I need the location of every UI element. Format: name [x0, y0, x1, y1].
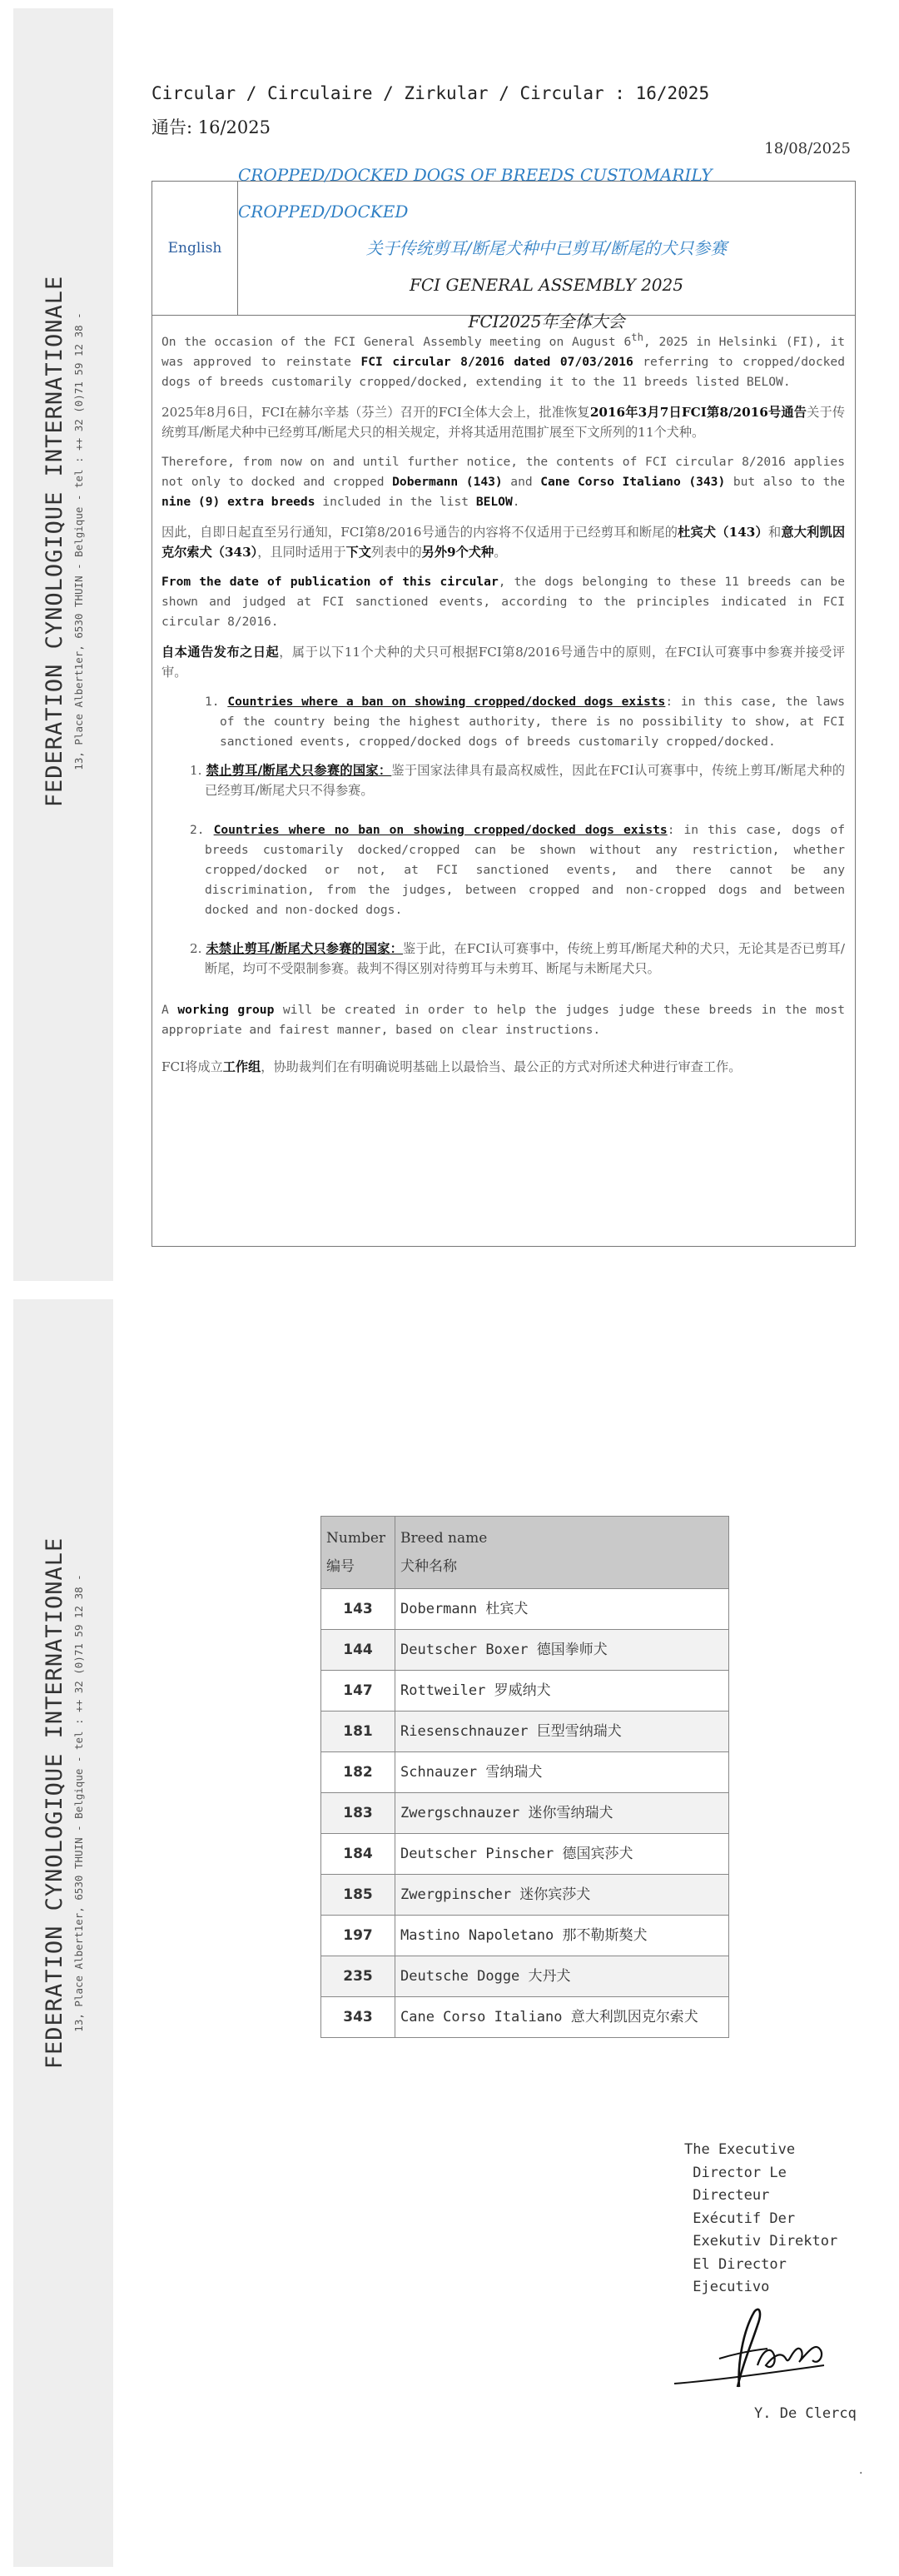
breed-number: 182	[321, 1752, 395, 1793]
org-name: FEDERATION CYNOLOGIQUE INTERNATIONALE	[42, 275, 67, 808]
table-row	[321, 1793, 729, 1834]
breed-number: 144	[321, 1630, 395, 1671]
breed-name: Riesenschnauzer 巨型雪纳瑞犬	[395, 1712, 729, 1752]
breed-name: Deutscher Pinscher 德国宾莎犬	[395, 1834, 729, 1875]
breed-number: 184	[321, 1834, 395, 1875]
breed-name: Mastino Napoletano 那不勒斯獒犬	[395, 1916, 729, 1956]
executive-title-line: El Director	[684, 2255, 787, 2273]
title-cn: 关于传统剪耳/断尾犬种中已剪耳/断尾的犬只参赛	[365, 238, 728, 258]
org-name: FEDERATION CYNOLOGIQUE INTERNATIONALE	[42, 1537, 67, 2070]
signer-name: Y. De Clercq	[754, 2405, 857, 2422]
paragraph-3-cn: 自本通告发布之日起，属于以下11个犬种的犬只可根据FCI第8/2016号通告中的原则，在FCI认可赛事中参赛并接受评审。	[161, 644, 846, 680]
table-row	[321, 1875, 729, 1916]
breed-number: 143	[321, 1589, 395, 1630]
notice-titles	[238, 165, 855, 331]
executive-title-line: The Executive	[684, 2141, 796, 2158]
table-row	[321, 1956, 729, 1997]
table-row	[321, 1630, 729, 1671]
org-address: 13, Place Albert1er, 6530 THUIN - Belgique - tel : ++ 32 (0)71 59 12 38 -	[72, 312, 85, 770]
assembly-en: FCI GENERAL ASSEMBLY 2025	[410, 275, 683, 295]
breed-number: 185	[321, 1875, 395, 1916]
circular-date: 18/08/2025	[764, 140, 851, 157]
sidebar-page-1	[13, 8, 113, 1281]
notice-body	[152, 316, 855, 1077]
executive-title-line: Directeur	[684, 2187, 770, 2204]
executive-title-line: Exekutiv Direktor	[684, 2233, 838, 2250]
org-address: 13, Place Albert1er, 6530 THUIN - Belgique - tel : ++ 32 (0)71 59 12 38 -	[72, 1574, 85, 2032]
breed-name: Dobermann 杜宾犬	[395, 1589, 729, 1630]
paragraph-4: A working group will be created in order to help the judges judge these breeds in the most appropriate and fairest manner, based on clear instructions.	[161, 1002, 845, 1037]
circular-title: Circular / Circulaire / Zirkular / Circular : 16/2025	[151, 83, 710, 103]
table-row	[321, 1589, 729, 1630]
circular-title-cn: 通告: 16/2025	[151, 117, 271, 137]
breed-number: 235	[321, 1956, 395, 1997]
table-header-row	[321, 1517, 729, 1589]
assembly-cn: FCI2025年全体大会	[468, 311, 625, 331]
paragraph-4-cn: FCI将成立工作组，协助裁判们在有明确说明基础上以最恰当、最公正的方式对所述犬种进行审查工作。	[161, 1059, 742, 1074]
breed-name: Deutsche Dogge 大丹犬	[395, 1956, 729, 1997]
breed-number: 183	[321, 1793, 395, 1834]
executive-title-line: Exécutif Der	[684, 2210, 796, 2227]
table-row	[321, 1712, 729, 1752]
table-row	[321, 1834, 729, 1875]
language-label: English	[152, 182, 238, 315]
breed-number: 181	[321, 1712, 395, 1752]
breed-name: Deutscher Boxer 德国拳师犬	[395, 1630, 729, 1671]
table-row	[321, 1916, 729, 1956]
breed-name: Cane Corso Italiano 意大利凯因克尔索犬	[395, 1997, 729, 2038]
breed-number: 147	[321, 1671, 395, 1712]
breed-name: Rottweiler 罗威纳犬	[395, 1671, 729, 1712]
executive-director-titles	[684, 2139, 837, 2299]
table-row	[321, 1997, 729, 2038]
page-end-mark: .	[859, 2464, 863, 2477]
list-item-2: 2. Countries where no ban on showing cropped/docked dogs exists: in this case, dogs of breeds customarily docked/cropped can be shown without any restriction, whether cropped/docked or not, at FCI sanctioned events, and there cannot be any discrimination, from the judges, between cropped and non-cropped dogs and between docked and non-docked dogs.	[190, 822, 845, 917]
executive-title-line: Ejecutivo	[684, 2279, 770, 2295]
executive-title-line: Director Le	[684, 2164, 787, 2181]
notice-header	[152, 165, 855, 331]
breed-table	[320, 1516, 729, 2038]
list-item-2-cn: 2. 未禁止剪耳/断尾犬只参赛的国家：鉴于此，在FCI认可赛事中，传统上剪耳/断尾犬种的犬只，无论其是否已剪耳/断尾，均可不受限制参赛。裁判不得区别对待剪耳与未剪耳、断尾与未断尾犬只。	[190, 940, 845, 976]
table-body	[321, 1589, 729, 2038]
paragraph-3: From the date of publication of this circular, the dogs belonging to these 11 breeds can be shown and judged at FCI sanctioned events, according to the principles indicated in FCI circular 8/2016.	[161, 574, 845, 629]
table-row	[321, 1671, 729, 1712]
column-header-breed-name: Breed name 犬种名称	[395, 1517, 729, 1589]
list-item-1: 1. Countries where a ban on showing cropped/docked dogs exists: in this case, the laws of the country being the highest authority, there is no possibility to show, at FCI sanctioned events, cropped/docked dogs of breeds customarily cropped/docked.	[205, 694, 845, 749]
breed-name: Zwergpinscher 迷你宾莎犬	[395, 1875, 729, 1916]
paragraph-1-cn: 2025年8月6日，FCI在赫尔辛基（芬兰）召开的FCI全体大会上，批准恢复2016年3月7日FCI第8/2016号通告关于传统剪耳/断尾犬种中已经剪耳/断尾犬只的相关规定，并将其适用范围扩展至下文所列的11个犬种。	[161, 404, 846, 440]
breed-name: Zwergschnauzer 迷你雪纳瑞犬	[395, 1793, 729, 1834]
breed-number: 197	[321, 1916, 395, 1956]
paragraph-2: Therefore, from now on and until further notice, the contents of FCI circular 8/2016 applies not only to docked and cropped Dobermann (143) and Cane Corso Italiano (343) but also to the nine (9) extra breeds included in the list BELOW.	[161, 454, 846, 509]
column-header-number: Number 编号	[321, 1517, 395, 1589]
breed-name: Schnauzer 雪纳瑞犬	[395, 1752, 729, 1793]
table-row	[321, 1752, 729, 1793]
breed-number: 343	[321, 1997, 395, 2038]
signature-image	[666, 2307, 841, 2399]
paragraph-1: On the occasion of the FCI General Assembly meeting on August 6th, 2025 in Helsinki (FI), it was approved to reinstate FCI circular 8/2016 dated 07/03/2016 referring to cropped/docked dogs of breeds customarily cropped/docked, extending it to the 11 breeds listed BELOW.	[161, 331, 845, 389]
title-en: CROPPED/DOCKED DOGS OF BREEDS CUSTOMARILY CROPPED/DOCKED	[238, 165, 713, 222]
list-item-1-cn: 1. 禁止剪耳/断尾犬只参赛的国家：鉴于国家法律具有最高权威性，因此在FCI认可赛事中，传统上剪耳/断尾犬种的已经剪耳/断尾犬只不得参赛。	[190, 762, 846, 798]
paragraph-2-cn: 因此，自即日起直至另行通知，FCI第8/2016号通告的内容将不仅适用于已经剪耳和断尾的杜宾犬（143）和意大利凯因克尔索犬（343），且同时适用于下文列表中的另外9个犬种。	[161, 524, 846, 560]
notice-box	[151, 165, 856, 1247]
sidebar-page-2	[13, 1299, 113, 2567]
